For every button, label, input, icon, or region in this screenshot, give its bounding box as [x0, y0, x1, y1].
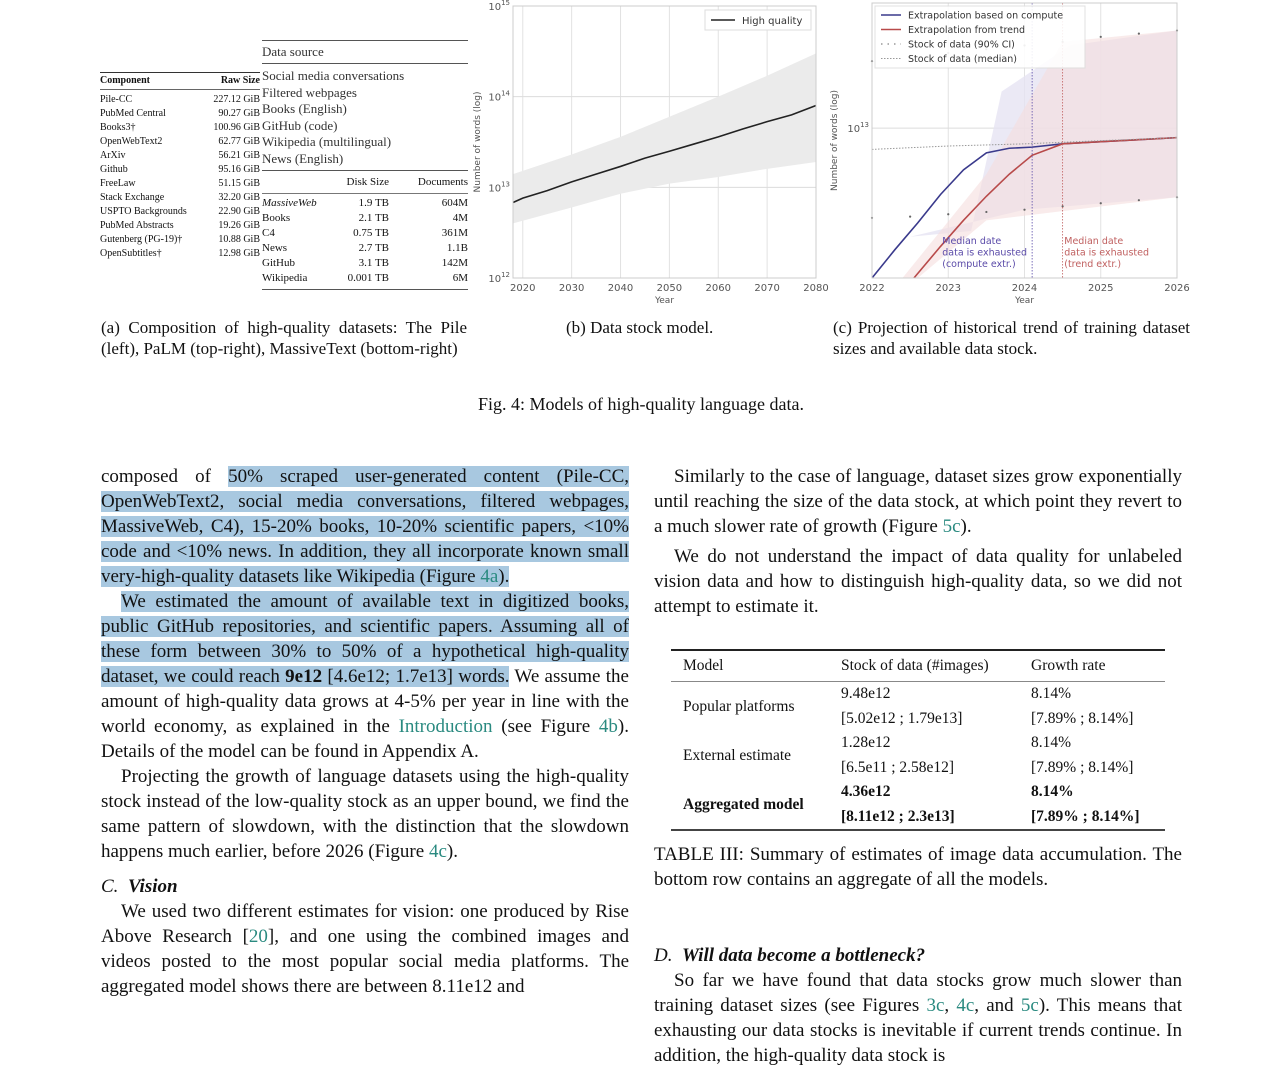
- table-caption: TABLE III: Summary of estimates of image data accumulation. The bottom row contains an aggregate of all the models.: [654, 844, 1182, 890]
- table-row: [100, 135, 260, 149]
- bold-value: 9e12: [285, 666, 323, 687]
- disk-size: 2.1 TB: [358, 212, 389, 224]
- component-name: Gutenberg (PG-19)†: [100, 234, 183, 245]
- growth-value: 8.14%: [1031, 734, 1072, 751]
- palm-table: [262, 40, 468, 167]
- paragraph: [101, 764, 629, 864]
- table-row: [262, 271, 468, 286]
- header-blank: [262, 171, 334, 193]
- text: ], and one using the combined images and videos posted to the most popular social media platforms. The aggregated model shows there are between 8.11e12 and: [101, 926, 629, 997]
- raw-size: 12.98 GiB: [218, 248, 260, 259]
- text: Similarly to the case of language, dataset sizes grow exponentially until reaching the size of the data stock, at which point they revert to a much slower rate of growth (Figure: [654, 466, 1182, 537]
- table-row: Books (English): [262, 101, 347, 116]
- x-tick-label: 2050: [656, 283, 683, 294]
- ci-dot: [947, 213, 949, 215]
- raw-size: 95.16 GiB: [218, 164, 260, 175]
- component-name: FreeLaw: [100, 178, 136, 189]
- paragraph: We do not understand the impact of data quality for unlabeled vision data and how to distinguish high-quality data, so we did not attempt to estimate it.: [654, 546, 1182, 617]
- section-title: Will data become a bottleneck?: [681, 945, 926, 966]
- annotation-text: data is exhausted: [942, 247, 1027, 259]
- table-row: [100, 163, 260, 177]
- y-tick-label: $10^{15}$: [488, 0, 510, 13]
- dataset-name: MassiveWeb: [262, 197, 317, 209]
- citation-link-20[interactable]: 20: [248, 926, 268, 947]
- header-model: Model: [683, 657, 724, 674]
- annotation-text: (trend extr.): [1064, 259, 1122, 270]
- disk-size: 1.9 TB: [358, 197, 389, 209]
- component-name: PubMed Abstracts: [100, 220, 174, 231]
- figure-link-3c[interactable]: 3c: [926, 995, 945, 1016]
- paragraph: [654, 464, 1182, 539]
- figure-caption: Fig. 4: Models of high-quality language data.: [478, 394, 804, 414]
- palm-header: Data source: [262, 41, 468, 64]
- raw-size: 56.21 GiB: [218, 150, 260, 161]
- caption-c: (c) Projection of historical trend of training dataset sizes and available data stock.: [833, 318, 1190, 358]
- dataset-name: Books: [262, 212, 291, 224]
- header-component: Component: [100, 75, 151, 86]
- header-growth: Growth rate: [1031, 657, 1106, 674]
- dataset-name: GitHub: [262, 257, 295, 269]
- ci-dot: [1100, 202, 1102, 204]
- raw-size: 100.96 GiB: [213, 122, 260, 133]
- y-tick-label: $10^{13}$: [847, 121, 869, 136]
- disk-size: 0.001 TB: [347, 272, 389, 284]
- legend-label: Extrapolation from trend: [908, 25, 1026, 36]
- section-number: C.: [101, 876, 119, 897]
- table-header: [671, 651, 1165, 682]
- table-row: [100, 205, 260, 219]
- model-name: Aggregated model: [683, 795, 804, 813]
- table-row: [262, 226, 468, 241]
- dataset-name: News: [262, 242, 288, 254]
- paragraph: [101, 589, 629, 764]
- ci-dot: [1100, 36, 1102, 38]
- disk-size: 3.1 TB: [358, 257, 389, 269]
- text: 50% scraped user-generated content (Pile-CC, OpenWebText2, social media conversations, filtered webpages, MassiveWeb, C4), 15-20% books, 10-20% scientific papers, <10% code and <10% news. In addition, they all incorporate known small very-high-quality datasets like Wikipedia (Figure: [101, 466, 629, 587]
- documents: 361M: [441, 227, 468, 239]
- chart-projection: [825, 0, 1195, 310]
- model-name: External estimate: [683, 746, 792, 764]
- component-name: OpenSubtitles†: [100, 248, 162, 259]
- table-row: [671, 682, 1165, 731]
- text: Projecting the growth of language datasets using the high-quality stock instead of the low-quality stock as an upper bound, we find the same pattern of slowdown, with the distinction that the slowdown happens much earlier, before 2026 (Figure: [101, 766, 629, 862]
- stock-cell: [841, 780, 1031, 829]
- text: ). This means that exhausting our data stocks is inevitable if current trends continue. In addition, the high-quality data stock is: [654, 995, 1183, 1066]
- x-tick-label: 2020: [510, 283, 536, 294]
- documents: 604M: [441, 197, 468, 209]
- stock-cell: [841, 731, 1031, 780]
- figure-link-4c[interactable]: 4c: [428, 841, 447, 862]
- introduction-link[interactable]: Introduction: [398, 716, 493, 737]
- x-tick-label: 2070: [754, 283, 780, 294]
- x-tick-label: 2026: [1164, 283, 1190, 294]
- right-column-lower: [654, 943, 1182, 1068]
- growth-ci: [7.89% ; 8.14%]: [1031, 709, 1134, 727]
- table-row: Wikipedia (multilingual): [262, 134, 392, 149]
- caption-b: (b) Data stock model.: [566, 318, 714, 337]
- text: (see Figure: [492, 716, 599, 737]
- massivetext-rows: [262, 196, 468, 286]
- y-tick-label: $10^{14}$: [488, 89, 510, 104]
- y-tick-label: $10^{13}$: [488, 180, 510, 195]
- table-row: [100, 247, 260, 261]
- model-name: Popular platforms: [683, 697, 795, 715]
- growth-ci: [7.89% ; 8.14%]: [1031, 758, 1134, 776]
- component-name: OpenWebText2: [100, 136, 163, 147]
- raw-size: 227.12 GiB: [213, 94, 260, 105]
- x-tick-label: 2040: [607, 283, 634, 294]
- y-axis-label: Number of words (log): [473, 91, 483, 193]
- table-row: [100, 149, 260, 163]
- raw-size: 62.77 GiB: [218, 136, 260, 147]
- component-name: Pile-CC: [100, 94, 133, 105]
- raw-size: 10.88 GiB: [218, 234, 260, 245]
- dataset-name: Wikipedia: [262, 272, 308, 284]
- legend: [875, 6, 1085, 68]
- dataset-name: C4: [262, 227, 275, 239]
- section-heading-vision: [101, 874, 629, 899]
- text: ).: [446, 841, 458, 862]
- documents: 6M: [452, 272, 468, 284]
- paragraph: [101, 899, 629, 999]
- massivetext-table: [262, 170, 468, 290]
- confidence-band: [513, 53, 816, 223]
- component-name: Github: [100, 164, 128, 175]
- stock-value: 1.28e12: [841, 734, 891, 751]
- table-row: [100, 107, 260, 121]
- documents: 1.1B: [446, 242, 468, 254]
- table-rule: [262, 289, 468, 290]
- table-row: [100, 191, 260, 205]
- paragraph: [654, 968, 1182, 1068]
- text: composed of: [101, 466, 229, 487]
- paragraph: [101, 464, 629, 589]
- raw-size: 32.20 GiB: [218, 192, 260, 203]
- header-disk-size: Disk Size: [346, 176, 389, 188]
- table-row: [262, 256, 468, 271]
- growth-value: 8.14%: [1031, 783, 1074, 800]
- table-row: [262, 196, 468, 211]
- component-name: USPTO Backgrounds: [100, 206, 187, 217]
- text: ). Details of the model can be found in Appendix A.: [101, 716, 629, 762]
- pile-table: [100, 72, 260, 261]
- table-row: [100, 121, 260, 135]
- table-rule: [671, 829, 1165, 831]
- plot-area: [513, 6, 816, 278]
- table-row: [100, 93, 260, 107]
- x-tick-label: 2024: [1011, 283, 1038, 294]
- table-row: [671, 780, 1165, 829]
- x-tick-label: 2023: [935, 283, 961, 294]
- y-axis-label: Number of words (log): [830, 90, 840, 191]
- raw-size: 22.90 GiB: [218, 206, 260, 217]
- x-tick-label: 2060: [705, 283, 731, 294]
- header-stock: Stock of data (#images): [841, 657, 989, 674]
- text: , and: [974, 995, 1021, 1016]
- documents: 142M: [441, 257, 468, 269]
- legend-label: Extrapolation based on compute: [908, 10, 1064, 22]
- table-row: GitHub (code): [262, 117, 338, 133]
- stock-ci: [8.11e12 ; 2.3e13]: [841, 807, 955, 825]
- raw-size: 19.26 GiB: [218, 220, 260, 231]
- table-iii: [671, 649, 1165, 831]
- documents: 4M: [452, 212, 468, 224]
- stock-value: 4.36e12: [841, 783, 891, 800]
- figure-link-4a[interactable]: 4a: [480, 566, 499, 587]
- table-row: [100, 177, 260, 191]
- ci-dot: [1138, 199, 1140, 201]
- text: ,: [944, 995, 957, 1016]
- table-row: [100, 219, 260, 233]
- right-column: [654, 464, 1182, 619]
- component-name: Stack Exchange: [100, 192, 165, 203]
- palm-rows: [262, 68, 468, 167]
- stock-ci: [5.02e12 ; 1.79e13]: [841, 709, 963, 727]
- growth-cell: [1031, 682, 1165, 731]
- x-axis-label: Year: [1014, 296, 1035, 306]
- ci-dot: [1138, 32, 1140, 34]
- ci-dot: [985, 211, 987, 213]
- x-tick-label: 2025: [1088, 283, 1114, 294]
- figure-link-4c[interactable]: 4c: [956, 995, 975, 1016]
- annotation-text: Median date: [1064, 236, 1124, 247]
- table-header: [100, 73, 260, 90]
- raw-size: 51.15 GiB: [218, 178, 260, 189]
- growth-cell: [1031, 780, 1165, 829]
- component-name: Books3†: [100, 122, 136, 133]
- section-title: Vision: [127, 876, 178, 897]
- x-axis-label: Year: [654, 296, 675, 306]
- text: We used two different estimates for vision: one produced by Rise Above Research [: [101, 901, 629, 947]
- section-heading-bottleneck: [654, 943, 1182, 968]
- table-row: [262, 241, 468, 256]
- figure-link-4b[interactable]: 4b: [598, 716, 618, 737]
- text: [4.6e12; 1.7e13] words.: [322, 666, 510, 687]
- left-column: [101, 464, 629, 999]
- header-raw-size: Raw Size: [220, 75, 260, 86]
- ci-dot: [1023, 209, 1025, 211]
- annotation-text: (compute extr.): [942, 259, 1016, 270]
- figure-link-5c[interactable]: 5c: [942, 516, 961, 537]
- table-row: News (English): [262, 150, 344, 166]
- x-tick-label: 2022: [859, 283, 885, 294]
- chart-data-stock-model: [465, 0, 835, 310]
- x-tick-label: 2030: [558, 283, 585, 294]
- growth-ci: [7.89% ; 8.14%]: [1031, 807, 1140, 825]
- growth-value: 8.14%: [1031, 685, 1072, 702]
- table-row: [100, 233, 260, 247]
- table-body: [671, 682, 1165, 829]
- section-number: D.: [654, 945, 673, 966]
- stock-ci: [6.5e11 ; 2.58e12]: [841, 758, 955, 776]
- text: ).: [498, 566, 510, 587]
- text: We estimated the amount of available text in digitized books, public GitHub repositories, and scientific papers. Assuming all of these form between 30% to 50% of a hypothetical high-quality dataset, we could reach: [101, 591, 629, 687]
- annotation-text: data is exhausted: [1064, 247, 1149, 259]
- table-row: Filtered webpages: [262, 84, 357, 100]
- disk-size: 0.75 TB: [353, 227, 389, 239]
- raw-size: 90.27 GiB: [218, 108, 260, 119]
- x-tick-label: 2080: [803, 283, 829, 294]
- stock-value: 9.48e12: [841, 685, 891, 702]
- text: So far we have found that data stocks grow much slower than training dataset sizes (see Figures: [654, 970, 1182, 1016]
- text: ).: [960, 516, 972, 537]
- annotation-text: Median date: [942, 236, 1002, 247]
- y-tick-label: $10^{12}$: [488, 271, 510, 285]
- disk-size: 2.7 TB: [358, 242, 389, 254]
- header-documents: Documents: [417, 176, 468, 188]
- growth-cell: [1031, 731, 1165, 780]
- table-row: [262, 211, 468, 226]
- caption-a: (a) Composition of high-quality datasets: The Pile (left), PaLM (top-right), MassiveText (bottom-right): [101, 318, 467, 358]
- legend-label: High quality: [742, 16, 803, 27]
- component-name: ArXiv: [100, 150, 126, 161]
- text: We assume the amount of high-quality data grows at 4-5% per year in line with the world economy, as explained in the: [101, 666, 629, 737]
- ci-dot: [909, 216, 911, 218]
- table-row: [671, 731, 1165, 780]
- table-row: Social media conversations: [262, 68, 405, 83]
- figure-link-5c[interactable]: 5c: [1020, 995, 1039, 1016]
- legend-label: Stock of data (90% CI): [908, 39, 1015, 51]
- component-name: PubMed Central: [100, 108, 166, 119]
- pile-rows: [100, 93, 260, 261]
- massivetext-header: [262, 171, 468, 194]
- legend: [705, 10, 811, 30]
- legend-label: Stock of data (median): [908, 54, 1017, 65]
- stock-cell: [841, 682, 1031, 731]
